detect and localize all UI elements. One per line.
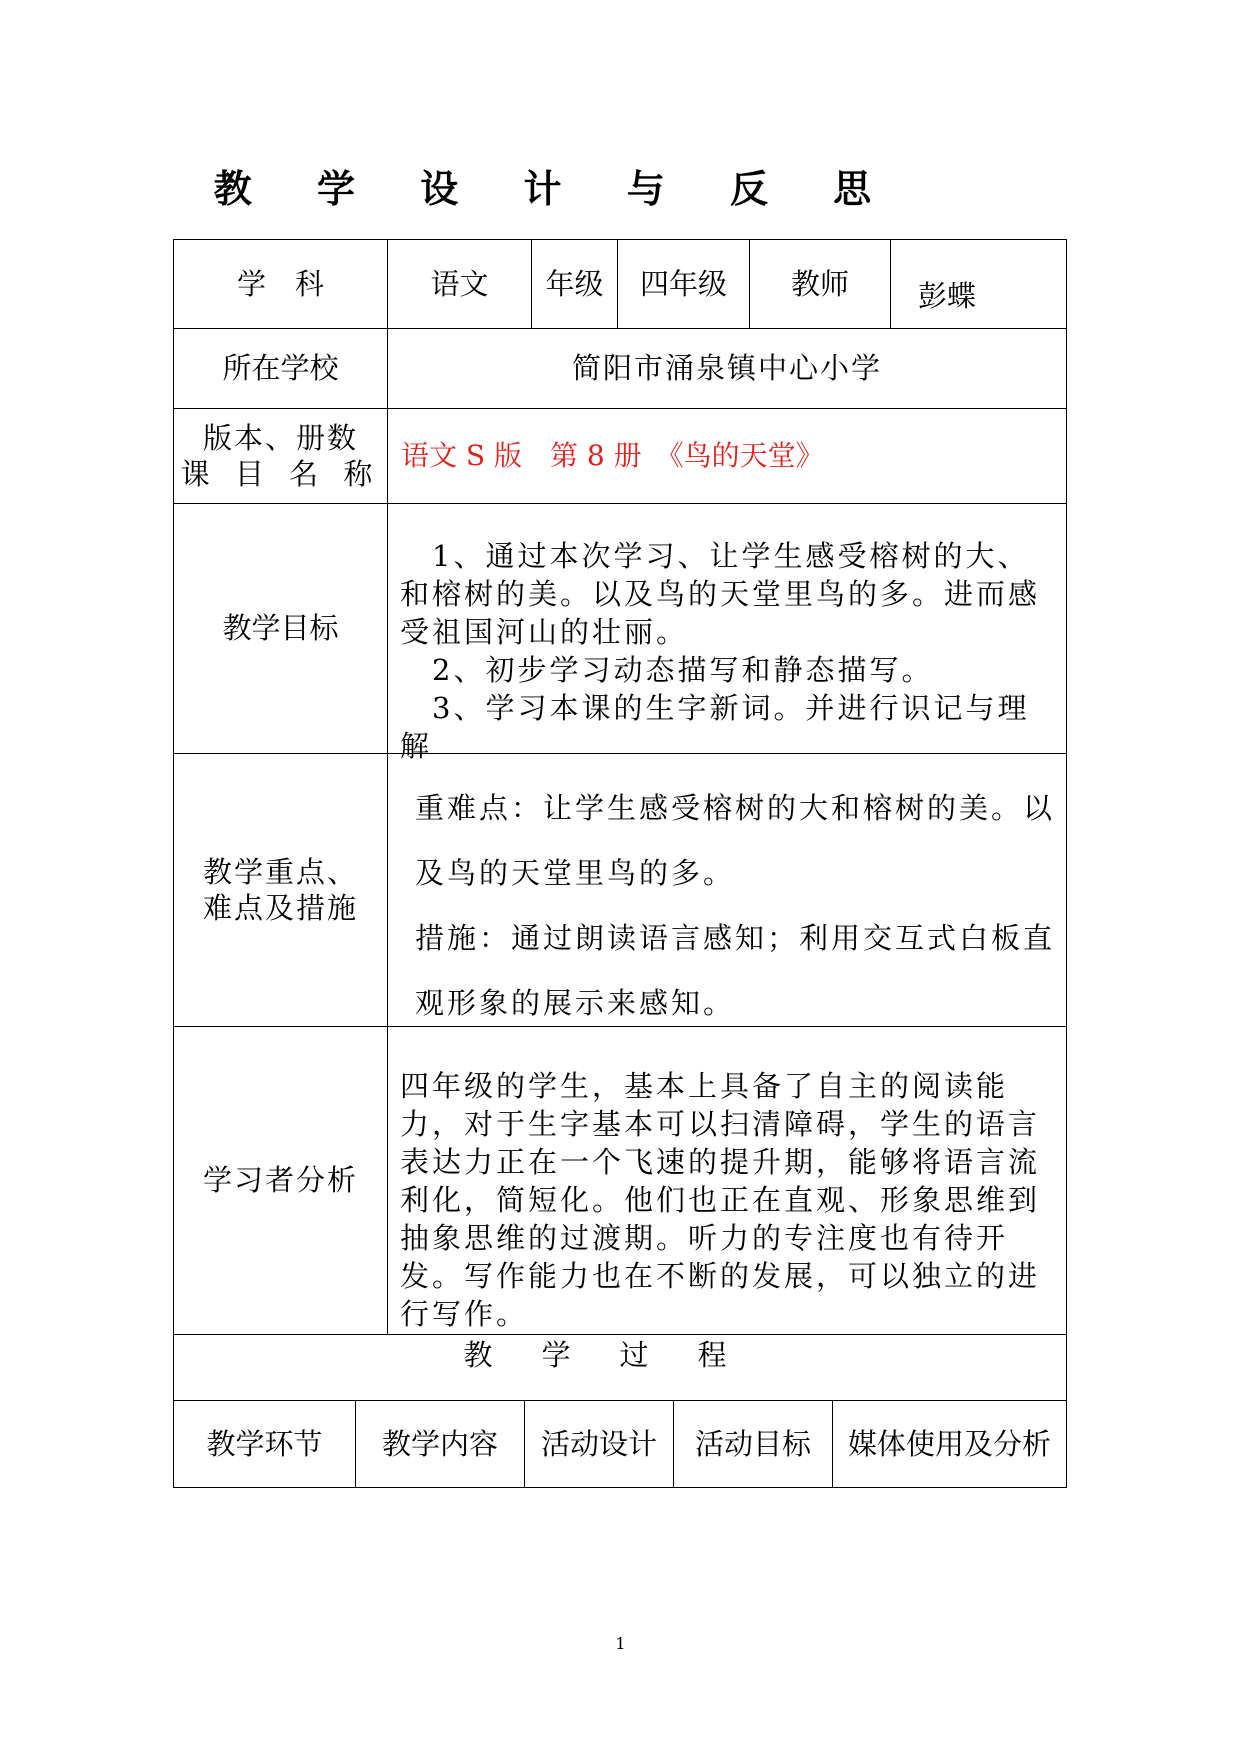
keypoints-label: [174, 754, 387, 1026]
version-label-line1: 版本、册数: [202, 420, 358, 455]
header-teaching-stage: 教学环节: [206, 1427, 323, 1462]
objective-item: 1、通过本次学习、让学生感受榕树的大、和榕树的美。以及鸟的天堂里鸟的多。进而感受祖国河山的壮丽。: [400, 539, 1041, 649]
keypoints-label-line1: 教学重点、: [202, 854, 358, 889]
page-title: 教 学 设 计 与 反 思: [213, 166, 898, 211]
learner-analysis-text: 四年级的学生，基本上具备了自主的阅读能力，对于生字基本可以扫清障碍，学生的语言表达力正在一个飞速的提升期，能够将语言流利化，简短化。他们也正在直观、形象思维到抽象思维的过渡期。听力的专注度也有待开发。写作能力也在不断的发展，可以独立的进行写作。: [400, 1069, 1041, 1331]
grade-label: 年级: [545, 266, 604, 301]
version-label-line2: 课 目 名 称: [180, 457, 381, 491]
version-value: 语文 S 版 第 8 册 《鸟的天堂》: [401, 439, 824, 472]
keypoints-item: 重难点：让学生感受榕树的大和榕树的美。以及鸟的天堂里鸟的多。: [415, 791, 1056, 890]
version-label: [174, 409, 387, 503]
header-activity-goal: 活动目标: [694, 1427, 811, 1462]
col-divider: [890, 239, 891, 328]
objectives-label: 教学目标: [222, 611, 339, 646]
keypoints-label-line2: 难点及措施: [202, 891, 358, 925]
header-media-analysis: 媒体使用及分析: [847, 1427, 1051, 1462]
teacher-value: 彭蝶: [918, 279, 977, 313]
keypoints-text: [415, 776, 1056, 1036]
process-heading: 教 学 过 程: [463, 1337, 737, 1372]
subject-value: 语文: [430, 266, 489, 301]
keypoints-item: 措施：通过朗读语言感知；利用交互式白板直观形象的展示来感知。: [415, 921, 1056, 1020]
header-activity-design: 活动设计: [540, 1427, 657, 1462]
header-teaching-content: 教学内容: [381, 1427, 498, 1462]
teacher-label: 教师: [790, 266, 849, 301]
objective-item: 2、初步学习动态描写和静态描写。: [400, 653, 934, 687]
learner-analysis-label: 学习者分析: [202, 1163, 358, 1198]
school-label: 所在学校: [222, 351, 339, 386]
objective-item: 3、学习本课的生字新词。并进行识记与理解: [400, 691, 1030, 763]
grade-value: 四年级: [639, 266, 727, 301]
subject-label: 学 科: [236, 266, 324, 301]
objectives-text: [400, 537, 1056, 765]
page-number: 1: [615, 1634, 626, 1653]
school-value: 简阳市涌泉镇中心小学: [571, 351, 882, 386]
